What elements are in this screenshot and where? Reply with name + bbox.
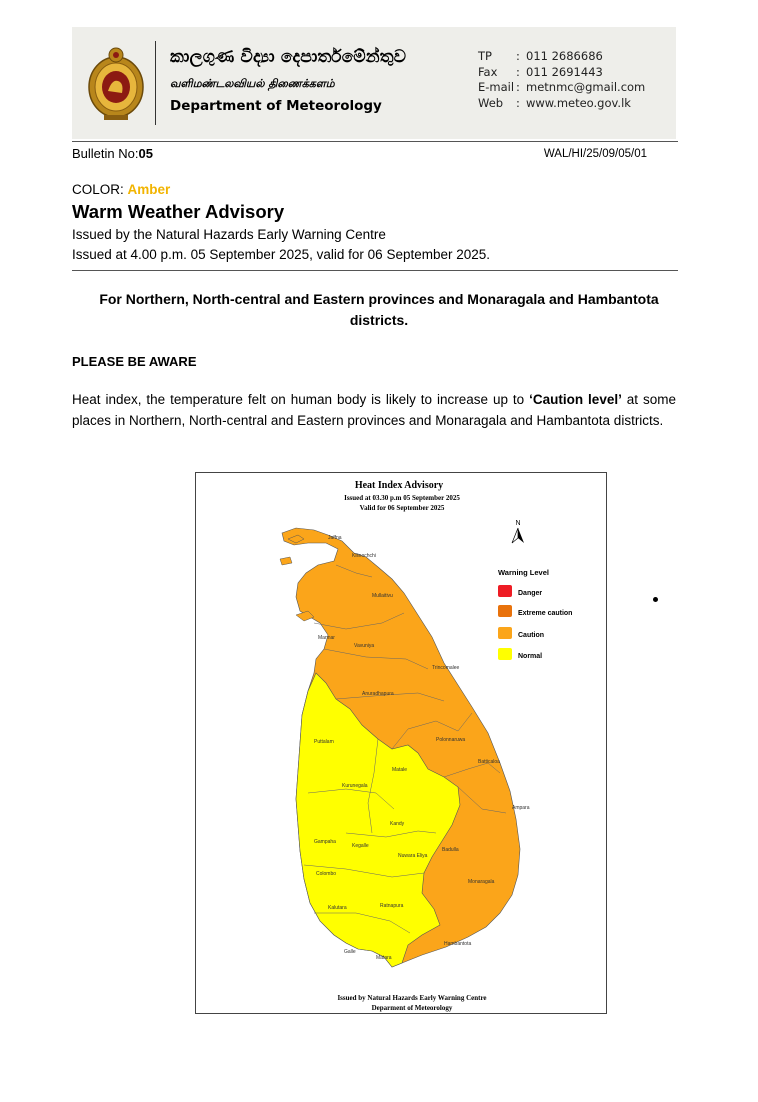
advisory-title: Warm Weather Advisory [72, 201, 285, 222]
header-divider [155, 41, 156, 125]
header-rule [72, 141, 678, 142]
map-title: Heat Index Advisory [354, 480, 444, 491]
department-name-tamil: வளிமண்டலவியல் திணைக்களம் [170, 77, 335, 90]
svg-text:Mullaitivu: Mullaitivu [372, 593, 393, 599]
svg-text:Kandy: Kandy [390, 821, 405, 827]
letterhead [72, 27, 676, 139]
contact-email[interactable]: E-mail : metnmc@gmail.com [478, 80, 646, 94]
legend-swatch-caution [498, 627, 512, 639]
svg-text:Polonnaruwa: Polonnaruwa [436, 737, 466, 743]
svg-text:Hambantota: Hambantota [444, 941, 472, 947]
color-value: Amber [127, 182, 171, 197]
issued-by: Issued by the Natural Hazards Early Warning Centre [72, 227, 386, 242]
bullet-dot [653, 597, 658, 602]
svg-text:Matale: Matale [392, 767, 408, 773]
color-level: COLOR: Amber [72, 182, 171, 197]
svg-text:Nuwara Eliya: Nuwara Eliya [398, 853, 428, 859]
svg-text:Jaffna: Jaffna [328, 535, 342, 541]
svg-text:Kurunegala: Kurunegala [342, 783, 368, 789]
heat-index-map [195, 472, 607, 1014]
svg-text:N: N [515, 520, 521, 527]
contact-block [478, 49, 645, 111]
bulletin-reference: WAL/HI/25/09/05/01 [543, 148, 647, 160]
svg-text:Ratnapura: Ratnapura [380, 903, 404, 909]
issued-at: Issued at 4.00 p.m. 05 September 2025, valid for 06 September 2025. [72, 247, 491, 262]
legend-label-extreme-caution: Extreme caution [518, 610, 573, 617]
svg-text:Mannar: Mannar [318, 635, 335, 641]
svg-text:Anuradhapura: Anuradhapura [362, 691, 394, 697]
contact-web[interactable]: Web : www.meteo.gov.lk [478, 95, 631, 110]
svg-text:Puttalam: Puttalam [314, 739, 334, 745]
north-arrow-icon [512, 520, 524, 543]
legend-swatch-danger [498, 585, 512, 597]
advisory-body: Heat index, the temperature felt on human body is likely to increase up to ‘Caution level’ at some places in Northern, North-central and Eastern provinces and Monaragala and Hambantota districts. [72, 392, 676, 428]
map-issued: Issued at 03.30 p.m 05 September 2025 [344, 494, 460, 502]
map-legend [498, 568, 572, 660]
legend-label-caution: Caution [518, 632, 545, 639]
svg-text:Matara: Matara [376, 955, 392, 961]
legend-label-normal: Normal [518, 653, 543, 660]
sri-lanka-emblem-icon [86, 41, 146, 125]
legend-swatch-extreme-caution [498, 605, 512, 617]
map-footer-issuer: Issued by Natural Hazards Early Warning Centre [337, 994, 487, 1002]
section-rule [72, 270, 678, 271]
contact-phone: TP : 011 2686686 [478, 49, 603, 63]
svg-text:Monaragala: Monaragala [468, 879, 495, 885]
svg-text:Galle: Galle [344, 949, 356, 955]
contact-fax: Fax : 011 2691443 [478, 64, 603, 79]
svg-text:Ampara: Ampara [512, 805, 530, 811]
map-footer-department: Deparment of Meteorology [371, 1004, 453, 1012]
affected-area: For Northern, North-central and Eastern provinces and Monaragala and Hambantota districts. [99, 291, 659, 328]
svg-text:Gampaha: Gampaha [314, 839, 336, 845]
svg-text:Colombo: Colombo [316, 871, 337, 877]
legend-swatch-normal [498, 648, 512, 660]
svg-text:Badulla: Badulla [442, 847, 459, 853]
legend-label-danger: Danger [518, 590, 543, 597]
bulletin-number: Bulletin No:05 [72, 146, 153, 161]
svg-text:Trincomalee: Trincomalee [432, 665, 460, 671]
map-valid: Valid for 06 September 2025 [359, 504, 445, 512]
svg-text:Kegalle: Kegalle [352, 843, 369, 849]
department-name-english: Department of Meteorology [170, 98, 382, 114]
islet [280, 557, 292, 565]
svg-text:Vavuniya: Vavuniya [354, 643, 375, 649]
svg-text:Kalutara: Kalutara [328, 905, 347, 911]
legend-title: Warning Level [498, 568, 549, 577]
svg-text:Batticaloa: Batticaloa [478, 759, 500, 765]
please-be-aware-heading: PLEASE BE AWARE [72, 354, 197, 369]
department-name-sinhala: කාලගුණ විද්‍යා දෙපාර්තමේන්තුව [170, 47, 407, 67]
svg-text:Kilinochchi: Kilinochchi [352, 553, 376, 559]
